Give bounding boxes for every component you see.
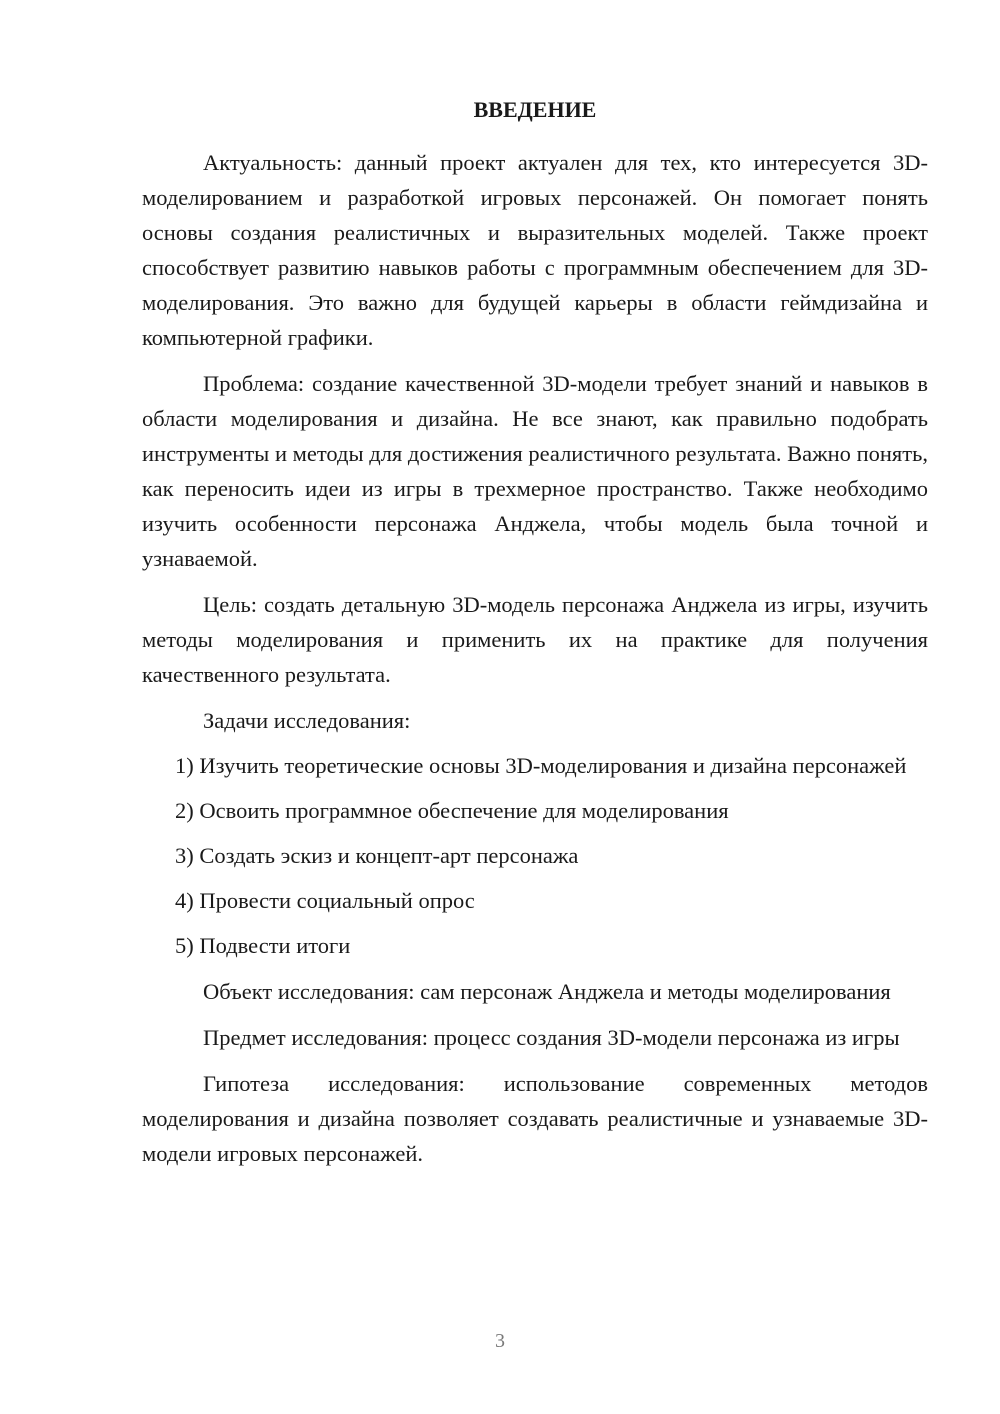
list-item: 4) Провести социальный опрос [175,888,475,913]
paragraph-goal: Цель: создать детальную 3D-модель персонажа Анджела из игры, изучить методы моделирования и применить их на практике для получения качественного результата. [142,592,928,687]
paragraph-hypothesis: Гипотеза исследования: использование современных методов моделирования и дизайна позволяет создавать реалистичные и узнаваемые 3D-модели игровых персонажей. [142,1071,928,1166]
list-item: 1) Изучить теоретические основы 3D-моделирования и дизайна персонажей [175,753,907,778]
list-item: 5) Подвести итоги [175,933,351,958]
paragraph-subject: Предмет исследования: процесс создания 3D-модели персонажа из игры [203,1025,900,1050]
tasks-list [142,748,928,963]
tasks-title: Задачи исследования: [203,708,411,733]
document-page [142,92,928,1171]
section-heading: ВВЕДЕНИЕ [473,97,597,122]
list-item: 2) Освоить программное обеспечение для моделирования [175,798,729,823]
page-number: 3 [495,1330,505,1352]
list-item: 3) Создать эскиз и концепт-арт персонажа [175,843,579,868]
paragraph-problem: Проблема: создание качественной 3D-модели требует знаний и навыков в области моделирования и дизайна. Не все знают, как правильно подобрать инструменты и методы для достижения реалистичного результата. Важно понять, как переносить идеи из игры в трехмерное пространство. Также необходимо изучить особенности персонажа Анджела, чтобы модель была точной и узнаваемой. [142,371,928,571]
paragraph-relevance: Актуальность: данный проект актуален для тех, кто интересуется 3D-моделированием и разработкой игровых персонажей. Он помогает понять основы создания реалистичных и выразительных моделей. Также проект способствует развитию навыков работы с программным обеспечением для 3D-моделирования. Это важно для будущей карьеры в области геймдизайна и компьютерной графики. [142,150,928,350]
paragraph-object: Объект исследования: сам персонаж Анджела и методы моделирования [203,979,891,1004]
